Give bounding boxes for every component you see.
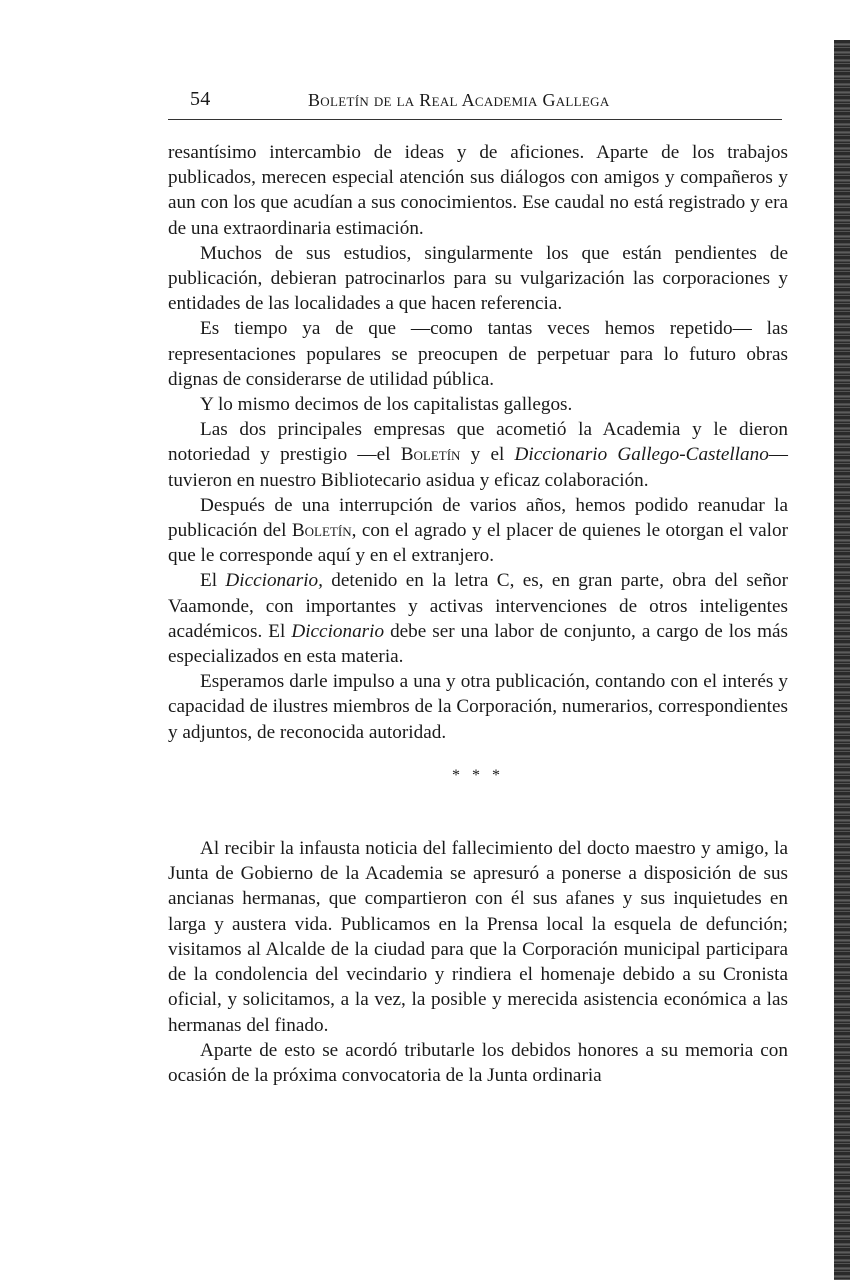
page-edge-shadow <box>834 40 850 1280</box>
paragraph: Muchos de sus estudios, singularmente los que están pendientes de publicación, debieran patrocinarlos para su vulgarización las corporaciones y entidades de las localidades a que hacen referencia. <box>168 242 788 315</box>
text-run: El <box>200 570 226 592</box>
text-run: detenido en la letra C, es, en gran parte, obra del señor Vaamonde, con importantes y activas intervenciones de otros inteligentes académicos. El <box>168 570 788 642</box>
section-separator: * * * <box>452 766 504 784</box>
body-text <box>168 140 788 1088</box>
diccionario-title: Diccionario <box>291 620 385 642</box>
text-run: y el <box>460 444 515 466</box>
text-run: , con el agrado y el placer de quienes le otorgan el valor que le corresponde aquí y en el extranjero. <box>168 520 788 567</box>
running-title: Boletín de la Real Academia Gallega <box>308 90 610 110</box>
paragraph <box>168 568 788 669</box>
text-run: Después de una interrupción de varios años, hemos podido reanudar la publicación del <box>168 494 788 542</box>
diccionario-title: Diccionario Gallego-Castellano <box>514 444 769 466</box>
diccionario-title: Diccionario, <box>225 570 323 592</box>
paragraph: Aparte de esto se acordó tributarle los debidos honores a su memoria con ocasión de la próxima convocatoria de la Junta ordinaria <box>168 1039 788 1086</box>
paragraph <box>168 417 788 493</box>
paragraph: Esperamos darle impulso a una y otra publicación, contando con el interés y capacidad de ilustres miembros de la Corporación, numerarios, correspondientes y adjuntos, de reconocida autoridad. <box>168 671 788 743</box>
boletin-title: Boletín <box>291 520 352 542</box>
paragraph <box>168 493 788 569</box>
page-number: 54 <box>190 88 211 110</box>
paragraph: Es tiempo ya de que —como tantas veces hemos repetido— las representaciones populares se preocupen de perpetuar para lo futuro obras dignas de considerarse de utilidad pública. <box>168 318 788 390</box>
text-run: Las dos principales empresas que acometió la Academia y le dieron notoriedad y prestigio —el <box>168 419 788 466</box>
paragraph-continued: resantísimo intercambio de ideas y de aficiones. Aparte de los trabajos publicados, merecen especial atención sus diálogos con amigos y compañeros y aun con los que acudían a sus conocimientos. Ese caudal no está registrado y era de una extraordinaria estimación. <box>168 142 788 239</box>
running-header <box>190 88 786 114</box>
header-rule <box>168 119 782 120</box>
paragraph: Y lo mismo decimos de los capitalistas gallegos. <box>200 394 573 416</box>
text-run: — tuvieron en nuestro Bibliotecario asidua y eficaz colaboración. <box>168 444 788 491</box>
text-run: debe ser una labor de conjunto, a cargo de los más especializados en esta materia. <box>168 620 789 668</box>
paragraph: Al recibir la infausta noticia del fallecimiento del docto maestro y amigo, la Junta de Gobierno de la Academia se apresuró a ponerse a disposición de sus ancianas hermanas, que compartieron con él sus afanes y sus inquietudes en larga y austera vida. Publicamos en la Prensa local la esquela de defunción; visitamos al Alcalde de la ciudad para que la Corporación municipal participara de la condolencia del vecindario y rindiera el homenaje debido a su Cronista oficial, y solicitamos, a la vez, la posible y merecida asistencia económica a las hermanas del finado. <box>168 838 788 1036</box>
boletin-title: Boletín <box>400 444 461 466</box>
